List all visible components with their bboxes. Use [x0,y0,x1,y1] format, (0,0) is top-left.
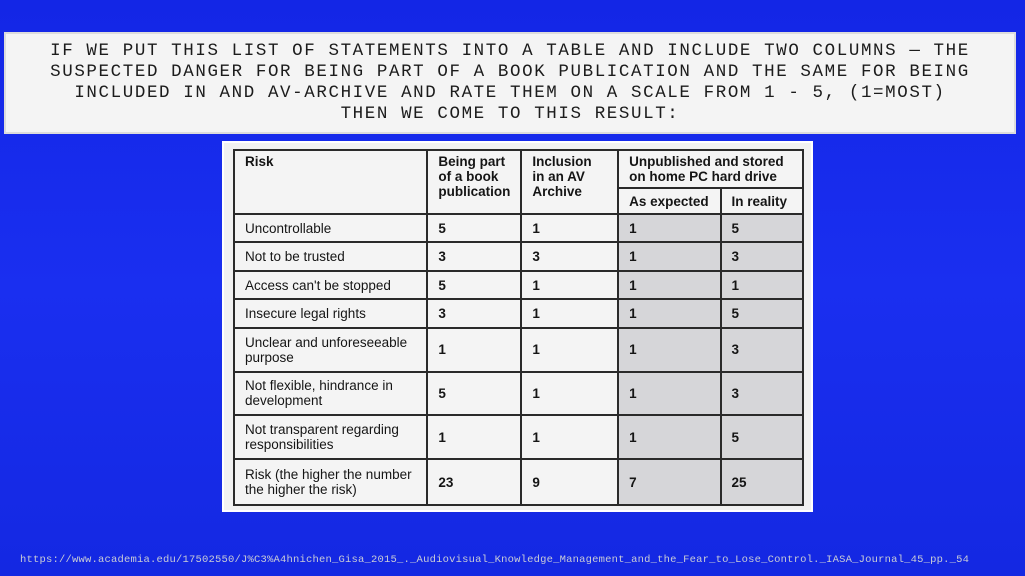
risk-label: Unclear and unforeseeable purpose [234,328,427,372]
reality-value: 5 [721,214,804,242]
title-line: INCLUDED IN AND AV-ARCHIVE AND RATE THEM ON A SCALE FROM 1 - 5, (1=MOST) [74,83,946,103]
risk-label: Insecure legal rights [234,299,427,327]
table-row [234,242,803,270]
av-value: 1 [521,415,618,459]
total-expected-value: 7 [618,459,720,505]
expected-value: 1 [618,328,720,372]
expected-value: 1 [618,271,720,299]
expected-value: 1 [618,415,720,459]
expected-value: 1 [618,372,720,416]
book-value: 3 [427,299,521,327]
table-row-total [234,459,803,505]
title-line: IF WE PUT THIS LIST OF STATEMENTS INTO A TABLE AND INCLUDE TWO COLUMNS — THE [50,41,970,61]
book-value: 5 [427,372,521,416]
av-value: 3 [521,242,618,270]
reality-value: 5 [721,299,804,327]
table-row [234,415,803,459]
book-value: 1 [427,415,521,459]
reality-value: 1 [721,271,804,299]
header-av-archive: Inclusion in an AV Archive [521,150,618,214]
title-line: THEN WE COME TO THIS RESULT: [340,104,680,124]
book-value: 1 [427,328,521,372]
book-value: 5 [427,214,521,242]
risk-label: Access can't be stopped [234,271,427,299]
slide-title-box [4,32,1016,134]
risk-label: Not transparent regarding responsibilities [234,415,427,459]
title-line: SUSPECTED DANGER FOR BEING PART OF A BOOK PUBLICATION AND THE SAME FOR BEING [50,62,970,82]
risk-label: Not flexible, hindrance in development [234,372,427,416]
table-row [234,328,803,372]
av-value: 1 [521,299,618,327]
av-value: 1 [521,271,618,299]
source-url: https://www.academia.edu/17502550/J%C3%A4hnichen_Gisa_2015_._Audiovisual_Knowledge_Management_and_the_Fear_to_Lose_Control._IASA_Journal_45_pp._54 [20,554,970,566]
table-row [234,214,803,242]
header-book-publication: Being part of a book publication [427,150,521,214]
book-value: 3 [427,242,521,270]
header-unpublished: Unpublished and stored on home PC hard drive [618,150,803,188]
risk-label: Not to be trusted [234,242,427,270]
book-value: 5 [427,271,521,299]
av-value: 1 [521,214,618,242]
expected-value: 1 [618,242,720,270]
reality-value: 3 [721,242,804,270]
total-av-value: 9 [521,459,618,505]
header-risk: Risk [234,150,427,214]
risk-table-container [222,141,813,512]
reality-value: 3 [721,372,804,416]
total-risk-label: Risk (the higher the number the higher the risk) [234,459,427,505]
table-row [234,372,803,416]
header-in-reality: In reality [721,188,804,214]
header-as-expected: As expected [618,188,720,214]
risk-table [233,149,804,506]
total-reality-value: 25 [721,459,804,505]
expected-value: 1 [618,214,720,242]
reality-value: 5 [721,415,804,459]
table-row [234,271,803,299]
av-value: 1 [521,328,618,372]
expected-value: 1 [618,299,720,327]
av-value: 1 [521,372,618,416]
risk-label: Uncontrollable [234,214,427,242]
reality-value: 3 [721,328,804,372]
table-row [234,299,803,327]
total-book-value: 23 [427,459,521,505]
